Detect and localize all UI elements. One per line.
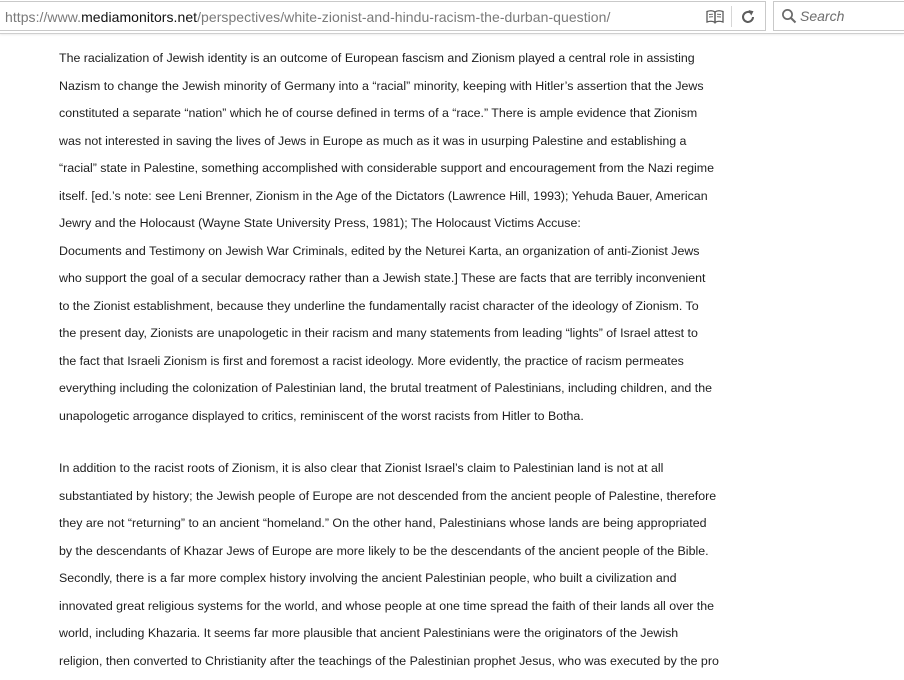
browser-toolbar	[0, 0, 904, 34]
reader-view-icon[interactable]	[706, 9, 724, 24]
url-path: /perspectives/white-zionist-and-hindu-racism-the-durban-question/	[197, 9, 611, 25]
text-line: substantiated by history; the Jewish people of Europe are not descended from the ancient people of Palestine, therefore	[59, 488, 717, 503]
reload-icon[interactable]	[739, 8, 757, 26]
search-input[interactable]	[800, 7, 900, 25]
text-line: who support the goal of a secular democracy rather than a Jewish state.] These are facts that are terribly inconvenient	[59, 271, 706, 285]
article-body	[59, 45, 759, 675]
text-line: Documents and Testimony on Jewish War Criminals, edited by the Neturei Karta, an organization of anti-Zionist Jews	[59, 243, 700, 258]
text-line: by the descendants of Khazar Jews of Europe are more likely to be the descendants of the ancient people of the Bible.	[59, 543, 709, 558]
url-prefix: https://www.	[5, 9, 82, 25]
text-line: The racialization of Jewish identity is an outcome of European fascism and Zionism played a central role in assisting	[59, 51, 695, 65]
text-line: unapologetic arrogance displayed to critics, reminiscent of the worst racists from Hitler to Botha.	[59, 408, 584, 423]
text-line: Jewry and the Holocaust (Wayne State University Press, 1981); The Holocaust Victims Accuse:	[59, 216, 581, 230]
text-line: the fact that Israeli Zionism is first and foremost a racist ideology. More evidently, the practice of racism permeates	[59, 353, 684, 368]
text-line: constituted a separate “nation” which he of course defined in terms of a “race.” There is ample evidence that Zionism	[59, 106, 698, 120]
article-paragraph-2	[59, 455, 759, 675]
magnifier-icon	[781, 8, 797, 24]
address-bar[interactable]	[0, 1, 766, 31]
text-line: was not interested in saving the lives of Jews in Europe as much as it was in usurping Palestine and establishing a	[59, 133, 687, 148]
text-line: innovated great religious systems for the world, and whose people at one time spread the faith of their lands all over the	[59, 598, 715, 613]
text-line: Secondly, there is a far more complex history involving the ancient Palestinian people, who built a civilization and	[59, 571, 677, 585]
text-line: “racial” state in Palestine, something accomplished with considerable support and encouragement from the Nazi regime	[59, 161, 714, 175]
text-line: everything including the colonization of Palestinian land, the brutal treatment of Palestinians, including children, and the	[59, 381, 712, 395]
text-line: the present day, Zionists are unapologetic in their racism and many statements from leading “lights” of Israel attest to	[59, 326, 698, 340]
url-domain: mediamonitors.net	[81, 9, 198, 25]
text-line: itself. [ed.’s note: see Leni Brenner, Zionism in the Age of the Dictators (Lawrence Hill, 1993); Yehuda Bauer, American	[59, 188, 708, 203]
text-line: they are not “returning” to an ancient “homeland.” On the other hand, Palestinians whose lands are being appropriated	[59, 516, 707, 530]
search-bar[interactable]	[773, 1, 904, 31]
url-divider	[731, 6, 732, 27]
text-line: In addition to the racist roots of Zionism, it is also clear that Zionist Israel’s claim to Palestinian land is not at all	[59, 461, 664, 475]
article-paragraph-1	[59, 45, 759, 430]
text-line: to the Zionist establishment, because they underline the fundamentally racist character of the ideology of Zionism. To	[59, 298, 699, 313]
text-line: Nazism to change the Jewish minority of Germany into a “racial” minority, keeping with Hitler’s assertion that the Jews	[59, 78, 704, 93]
url-text[interactable]	[5, 9, 610, 25]
text-line: world, including Khazaria. It seems far more plausible that ancient Palestinians were the originators of the Jewish	[59, 626, 679, 640]
text-line: religion, then converted to Christianity after the teachings of the Palestinian prophet Jesus, who was executed by the pro	[59, 653, 719, 668]
